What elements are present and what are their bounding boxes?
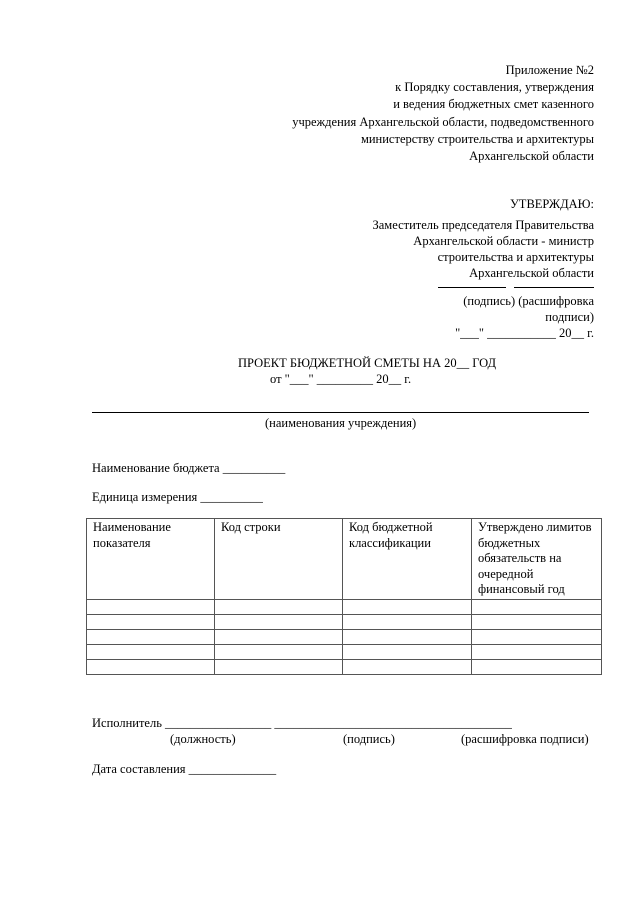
header-indicator-name: Наименование показателя [87, 519, 215, 600]
table-cell [87, 629, 215, 644]
table-row [87, 629, 602, 644]
organization-caption: (наименования учреждения) [265, 416, 417, 430]
table-cell [87, 599, 215, 614]
compile-date-field: Дата составления ______________ [92, 762, 277, 776]
table-cell [343, 629, 472, 644]
unit-field: Единица измерения __________ [92, 490, 263, 504]
table-cell [472, 629, 602, 644]
table-cell [87, 659, 215, 674]
approval-line: Архангельской области [469, 266, 594, 280]
executor-name-caption: (расшифровка подписи) [461, 732, 589, 746]
table-cell [343, 644, 472, 659]
budget-name-field: Наименование бюджета __________ [92, 461, 286, 475]
document-title: ПРОЕКТ БЮДЖЕТНОЙ СМЕТЫ НА 20__ ГОД [238, 356, 497, 370]
table-cell [472, 599, 602, 614]
table-cell [215, 614, 343, 629]
appendix-line: министерству строительства и архитектуры [360, 131, 594, 146]
table-cell [215, 659, 343, 674]
document-date: от "___" _________ 20__ г. [270, 372, 412, 386]
approval-line: Заместитель председателя Правительства [372, 218, 594, 232]
table-cell [215, 629, 343, 644]
appendix-line: и ведения бюджетных смет казенного [393, 97, 594, 112]
table-cell [87, 644, 215, 659]
appendix-block [292, 62, 594, 165]
approval-date: "___" ___________ 20__ г. [455, 326, 594, 340]
table-row [87, 644, 602, 659]
header-approved-limits: Утверждено лимитов бюджетных обязательств на очередной финансовый год [472, 519, 602, 600]
approval-line: Архангельской области - министр [413, 234, 594, 248]
appendix-line: Приложение №2 [505, 63, 594, 77]
signature-caption: (подпись) (расшифровка [463, 294, 594, 308]
signature-caption-cont: подписи) [545, 310, 594, 324]
header-budget-code: Код бюджетной классификации [343, 519, 472, 600]
table-cell [343, 659, 472, 674]
executor-signature-caption: (подпись) [343, 732, 395, 746]
budget-table [86, 518, 602, 675]
approval-line: строительства и архитектуры [437, 250, 594, 264]
table-row [87, 614, 602, 629]
organization-line [92, 412, 589, 413]
approval-heading: УТВЕРЖДАЮ: [509, 197, 594, 211]
table-cell [343, 599, 472, 614]
table-cell [472, 659, 602, 674]
table-cell [215, 644, 343, 659]
table-cell [215, 599, 343, 614]
executor-field: Исполнитель _________________ ______________________________________ [92, 716, 512, 730]
appendix-line: учреждения Архангельской области, подведомственного [292, 114, 594, 129]
header-line-code: Код строки [215, 519, 343, 600]
appendix-line: Архангельской области [469, 149, 594, 164]
table-header-row [87, 519, 602, 600]
table-row [87, 599, 602, 614]
table-cell [472, 614, 602, 629]
table-row [87, 659, 602, 674]
table-cell [472, 644, 602, 659]
signature-decode-line [514, 287, 594, 288]
signature-line [438, 287, 506, 288]
executor-position-caption: (должность) [170, 732, 236, 746]
table-cell [87, 614, 215, 629]
appendix-line: к Порядку составления, утверждения [395, 80, 594, 95]
signature-lines [373, 281, 595, 293]
approval-block [373, 196, 595, 341]
table-cell [343, 614, 472, 629]
